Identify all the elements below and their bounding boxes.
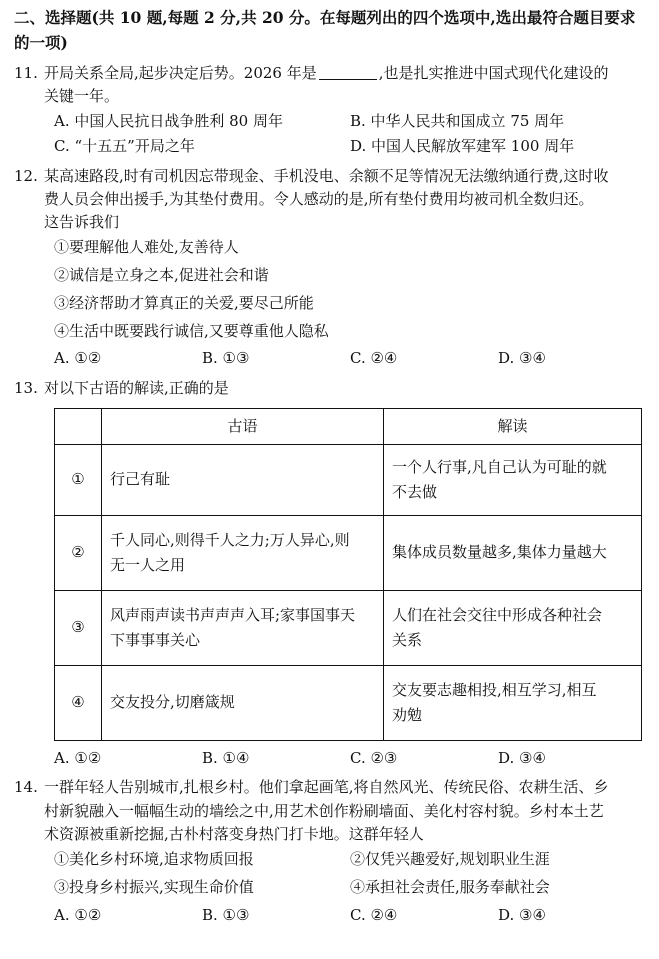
options xyxy=(14,747,641,770)
stem-text: 某高速路段,时有司机因忘带现金、手机没电、余额不足等情况无法缴纳通行费,这时收 xyxy=(44,166,609,185)
phrase-line: 行己有耻 xyxy=(110,470,171,489)
question-12 xyxy=(14,165,641,371)
row-phrase xyxy=(102,445,384,516)
row-index: ③ xyxy=(55,591,102,666)
question-stem xyxy=(14,62,641,85)
row-interp xyxy=(384,666,642,741)
options xyxy=(14,347,641,370)
statement: ③经济帮助才算真正的关爱,要尽己所能 xyxy=(54,293,314,312)
phrase-line: 千人同心,则得千人之力;万人异心,则 xyxy=(110,530,350,549)
table-header-row xyxy=(55,408,642,444)
phrase-line: 风声雨声读书声声声入耳;家事国事天 xyxy=(110,605,356,624)
row-phrase xyxy=(102,516,384,591)
interp-line: 人们在社会交往中形成各种社会 xyxy=(392,605,603,624)
option-d[interactable]: D. ③④ xyxy=(498,349,546,368)
row-phrase xyxy=(102,591,384,666)
option-a[interactable]: A. ①② xyxy=(54,349,102,368)
section-title xyxy=(14,6,641,56)
question-number: 11. xyxy=(14,63,38,82)
option-d[interactable]: D. ③④ xyxy=(498,749,546,768)
interp-line: 劝勉 xyxy=(392,706,423,725)
row-index: ① xyxy=(55,445,102,516)
stem-text: ,也是扎实推进中国式现代化建设的 xyxy=(378,63,609,82)
stem-text: 开局关系全局,起步决定后势。2026 年是 xyxy=(44,63,317,82)
row-phrase xyxy=(102,666,384,741)
section-title-line2: 的一项) xyxy=(14,32,68,52)
statement: ②仅凭兴趣爱好,规划职业生涯 xyxy=(350,850,550,869)
statement: ①要理解他人难处,友善待人 xyxy=(54,238,239,257)
interp-line: 集体成员数量越多,集体力量越大 xyxy=(392,543,607,562)
interp-line: 关系 xyxy=(392,631,423,650)
row-interp xyxy=(384,445,642,516)
phrase-line: 交友投分,切磨箴规 xyxy=(110,693,235,712)
phrase-line: 无一人之用 xyxy=(110,556,186,575)
option-b[interactable]: B. ①④ xyxy=(202,749,250,768)
stem-text: 这告诉我们 xyxy=(44,213,120,232)
stem-text: 村新貌融入一幅幅生动的墙绘之中,用艺术创作粉刷墙面、美化村容村貌。乡村本土艺 xyxy=(44,801,604,820)
table-header-phrase: 古语 xyxy=(102,408,384,444)
row-interp xyxy=(384,516,642,591)
option-c[interactable]: C. ②④ xyxy=(350,349,398,368)
options xyxy=(14,904,641,927)
question-13 xyxy=(14,377,641,771)
ancient-sayings-table xyxy=(54,408,642,741)
statement: ④承担社会责任,服务奉献社会 xyxy=(350,877,550,896)
option-a[interactable]: A. 中国人民抗日战争胜利 80 周年 xyxy=(54,112,283,131)
stem-text: 对以下古语的解读,正确的是 xyxy=(44,378,229,397)
statement: ④生活中既要践行诚信,又要尊重他人隐私 xyxy=(54,321,329,340)
options xyxy=(14,110,641,159)
statement-list xyxy=(14,234,641,345)
option-c[interactable]: C. “十五五”开局之年 xyxy=(54,137,195,156)
table-header-index xyxy=(55,408,102,444)
phrase-line: 下事事事关心 xyxy=(110,631,201,650)
question-14 xyxy=(14,776,641,927)
interp-line: 交友要志趣相投,相互学习,相互 xyxy=(392,680,597,699)
row-index: ② xyxy=(55,516,102,591)
statement: ②诚信是立身之本,促进社会和谐 xyxy=(54,266,269,285)
option-b[interactable]: B. ①③ xyxy=(202,905,250,924)
interp-line: 一个人行事,凡自己认为可耻的就 xyxy=(392,457,607,476)
question-11 xyxy=(14,62,641,159)
table-row xyxy=(55,591,642,666)
table-row xyxy=(55,516,642,591)
option-d[interactable]: D. ③④ xyxy=(498,905,546,924)
question-number: 12. xyxy=(14,166,38,185)
question-stem xyxy=(14,165,641,188)
answer-blank xyxy=(319,65,377,80)
question-stem xyxy=(14,377,641,400)
stem-text: 术资源被重新挖掘,古朴村落变身热门打卡地。这群年轻人 xyxy=(44,824,424,843)
table-row xyxy=(55,445,642,516)
table-header-interp: 解读 xyxy=(384,408,642,444)
statement-list xyxy=(14,846,641,902)
option-c[interactable]: C. ②③ xyxy=(350,749,398,768)
statement: ①美化乡村环境,追求物质回报 xyxy=(54,850,254,869)
question-stem xyxy=(14,776,641,799)
option-a[interactable]: A. ①② xyxy=(54,905,102,924)
row-interp xyxy=(384,591,642,666)
row-index: ④ xyxy=(55,666,102,741)
option-c[interactable]: C. ②④ xyxy=(350,905,398,924)
stem-text: 关键一年。 xyxy=(44,86,120,105)
interp-line: 不去做 xyxy=(392,483,438,502)
statement: ③投身乡村振兴,实现生命价值 xyxy=(54,877,254,896)
option-d[interactable]: D. 中国人民解放军建军 100 周年 xyxy=(350,137,575,156)
stem-text: 费人员会伸出援手,为其垫付费用。令人感动的是,所有垫付费用均被司机全数归还。 xyxy=(44,189,594,208)
table-row xyxy=(55,666,642,741)
option-b[interactable]: B. 中华人民共和国成立 75 周年 xyxy=(350,112,565,131)
option-b[interactable]: B. ①③ xyxy=(202,349,250,368)
stem-text: 一群年轻人告别城市,扎根乡村。他们拿起画笔,将自然风光、传统民俗、农耕生活、乡 xyxy=(44,778,609,797)
question-number: 14. xyxy=(14,778,38,797)
question-number: 13. xyxy=(14,378,38,397)
option-a[interactable]: A. ①② xyxy=(54,749,102,768)
section-title-line1: 二、选择题(共 10 题,每题 2 分,共 20 分。在每题列出的四个选项中,选出最符合题目要求 xyxy=(14,8,636,27)
